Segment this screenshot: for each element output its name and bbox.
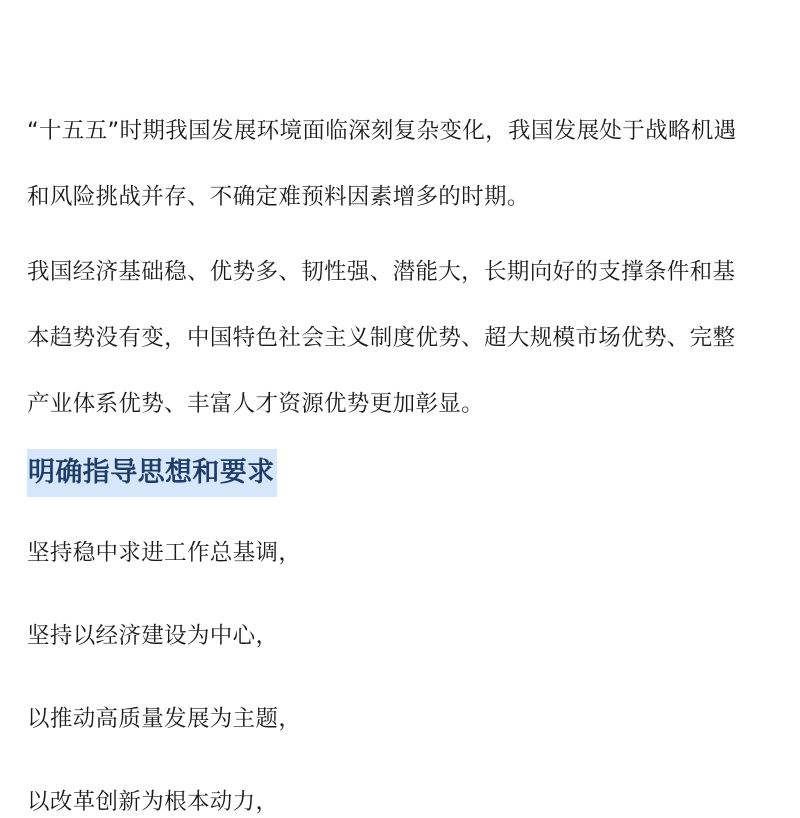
paragraph-economic-foundation	[27, 239, 777, 437]
principle-item: 以改革创新为根本动力，	[27, 789, 279, 815]
principle-item: 以推动高质量发展为主题，	[27, 706, 302, 732]
principle-item: 坚持以经济建设为中心，	[27, 623, 279, 649]
section-heading: 明确指导思想和要求	[27, 449, 277, 497]
principle-item: 坚持稳中求进工作总基调，	[27, 540, 302, 566]
paragraph-development-environment	[27, 98, 777, 230]
paragraph-line: 我国经济基础稳、优势多、韧性强、潜能大，长期向好的支撑条件和基	[27, 259, 736, 285]
paragraph-line: “十五五”时期我国发展环境面临深刻复杂变化，我国发展处于战略机遇	[27, 118, 737, 144]
paragraph-line: 产业体系优势、丰富人才资源优势更加彰显。	[27, 391, 485, 417]
paragraph-line: 和风险挑战并存、不确定难预料因素增多的时期。	[27, 184, 530, 210]
paragraph-line: 本趋势没有变，中国特色社会主义制度优势、超大规模市场优势、完整	[27, 325, 736, 351]
